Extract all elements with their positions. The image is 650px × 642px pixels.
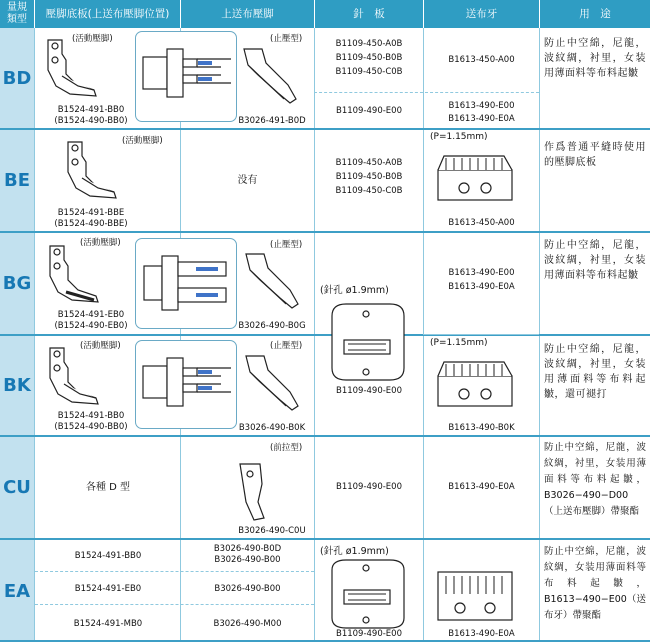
presser-foot-illustration	[60, 140, 125, 204]
feed-dog-illustration	[436, 356, 516, 414]
presser-foot-illustration	[40, 38, 100, 100]
header-needle-plate: 針 板	[315, 0, 423, 28]
plate-part-ea: B1109-490-E00	[335, 629, 402, 639]
feed-part-bd-1: B1613-450-A00	[448, 55, 515, 65]
usage-be: 作爲普通平縫時使用的壓脚底板	[544, 142, 646, 168]
foot-part-bd-1: B1524-491-BB0	[57, 105, 125, 115]
header-presser-bottom: 壓脚底板(上送布壓脚位置)	[35, 0, 180, 28]
sub-divider	[35, 604, 314, 605]
feed-part-bk: B1613-490-B0K	[448, 423, 515, 433]
foot-note-be: (活動壓脚)	[122, 136, 163, 146]
foot-part-bk-1: B1524-491-BB0	[57, 411, 125, 421]
upper-none-be: 没有	[237, 175, 258, 186]
upper-foot-illustration	[236, 460, 286, 524]
feed-part-be: B1613-450-A00	[448, 218, 515, 228]
row-divider	[0, 435, 650, 437]
plate-part-bd-1: B1109-450-A0B	[335, 39, 403, 49]
upper-note-bk: (止壓型)	[270, 341, 303, 351]
header-feed-dog: 送布牙	[424, 0, 539, 28]
feed-dog-illustration	[436, 564, 516, 624]
upper-part-ea-4: B3026-490-M00	[213, 619, 282, 629]
row-code-be: BE	[0, 130, 34, 231]
needle-plate-illustration	[326, 556, 410, 632]
feed-position-diagram	[140, 252, 232, 314]
upper-part-ea-3: B3026-490-B00	[214, 584, 281, 594]
foot-part-bd-2: (B1524-490-BB0)	[54, 116, 128, 126]
plate-part-bd-4: B1109-490-E00	[335, 106, 402, 116]
row-code-bk: BK	[0, 336, 34, 435]
usage-ea: 防止中空綿，尼龍，波紋綢，女装用薄面料等布料起皺，B1613−490−E00（送布牙）帶聚酯	[544, 546, 646, 621]
header-type-line1: 量規	[7, 2, 27, 13]
feed-note-bk: (P=1.15mm)	[430, 338, 488, 348]
row-divider	[0, 128, 650, 130]
feed-note-be: (P=1.15mm)	[430, 132, 488, 142]
plate-part-be-2: B1109-450-B0B	[335, 172, 403, 182]
foot-part-be-2: (B1524-490-BBE)	[54, 219, 128, 229]
feed-part-bd-2: B1613-490-E00	[448, 101, 515, 111]
foot-note-bk: (活動壓脚)	[80, 341, 121, 351]
foot-note-bd: (活動壓脚)	[72, 34, 113, 44]
foot-part-bg-1: B1524-491-EB0	[57, 310, 125, 320]
foot-part-ea-3: B1524-491-MB0	[73, 619, 143, 629]
sub-divider	[423, 334, 539, 335]
upper-part-ea-1: B3026-490-B0D	[213, 544, 282, 554]
upper-note-bd: (止壓型)	[270, 34, 303, 44]
plate-part-bd-3: B1109-450-C0B	[335, 67, 403, 77]
upper-note-cu: (前拉型)	[270, 443, 303, 453]
upper-part-ea-2: B3026-490-B00	[214, 555, 281, 565]
usage-bg: 防止中空綿，尼龍，波紋綢，衬里，女装用薄面料等布料起皺	[544, 240, 646, 281]
header-type	[0, 0, 34, 28]
header-usage: 用 途	[540, 0, 650, 28]
upper-part-bg: B3026-490-B0G	[238, 321, 306, 331]
feed-position-diagram	[138, 45, 233, 103]
row-divider	[0, 334, 650, 336]
upper-part-bk: B3026-490-B0K	[238, 423, 306, 433]
sub-divider	[35, 571, 314, 572]
row-code-bg: BG	[0, 233, 34, 334]
row-code-bd: BD	[0, 28, 34, 128]
feed-position-diagram	[138, 354, 233, 412]
foot-part-ea-1: B1524-491-BB0	[74, 551, 142, 561]
feed-dog-illustration	[436, 150, 516, 208]
plate-note-ea: (針孔 ø1.9mm)	[320, 546, 389, 557]
plate-part-bd-2: B1109-450-B0B	[335, 53, 403, 63]
feed-part-cu: B1613-490-E0A	[448, 482, 515, 492]
foot-part-bg-2: (B1524-490-EB0)	[54, 321, 128, 331]
plate-part-cu: B1109-490-E00	[335, 482, 402, 492]
presser-foot-illustration	[42, 244, 104, 308]
plate-part-bk: B1109-490-E00	[335, 386, 402, 396]
upper-foot-illustration	[240, 352, 302, 416]
row-code-cu: CU	[0, 437, 34, 538]
row-divider	[0, 231, 650, 233]
upper-foot-illustration	[240, 250, 302, 312]
usage-bk: 防止中空綿，尼龍，波紋綢，衬里，女装用薄面料等布料起皺，還可褪打	[544, 344, 646, 400]
feed-part-ea: B1613-490-E0A	[448, 629, 515, 639]
foot-note-bg: (活動壓脚)	[80, 238, 121, 248]
foot-part-ea-2: B1524-491-EB0	[74, 584, 142, 594]
foot-part-bk-2: (B1524-490-BB0)	[54, 422, 128, 432]
upper-foot-illustration	[238, 45, 303, 107]
usage-bd: 防止中空綿，尼龍，波紋綢，衬里，女装用薄面料等布料起皺	[544, 38, 646, 79]
sub-divider	[314, 92, 539, 93]
plate-note-bg: (針孔 ø1.9mm)	[320, 285, 389, 296]
plate-part-be-1: B1109-450-A0B	[335, 158, 403, 168]
feed-part-bd-3: B1613-490-E0A	[448, 114, 515, 124]
upper-note-bg: (止壓型)	[270, 240, 303, 250]
presser-foot-illustration	[42, 346, 104, 410]
foot-part-be-1: B1524-491-BBE	[57, 208, 125, 218]
feed-part-bg-2: B1613-490-E0A	[448, 282, 515, 292]
foot-text-cu: 各種 D 型	[85, 482, 131, 493]
usage-cu: 防止中空綿，尼龍，波紋綢，衬里，女装用薄面料等布料起皺，B3026−490−D00（上送布壓脚）帶聚酯	[544, 442, 646, 517]
feed-part-bg-1: B1613-490-E00	[448, 268, 515, 278]
needle-plate-illustration	[326, 300, 410, 384]
header-type-line2: 類型	[7, 14, 27, 25]
row-divider	[0, 538, 650, 540]
upper-part-bd: B3026-491-B0D	[238, 116, 306, 126]
plate-part-be-3: B1109-450-C0B	[335, 186, 403, 196]
header-upper-feed-foot: 上送布壓脚	[181, 0, 314, 28]
upper-part-cu: B3026-490-C0U	[238, 526, 306, 536]
row-code-ea: EA	[0, 540, 34, 642]
